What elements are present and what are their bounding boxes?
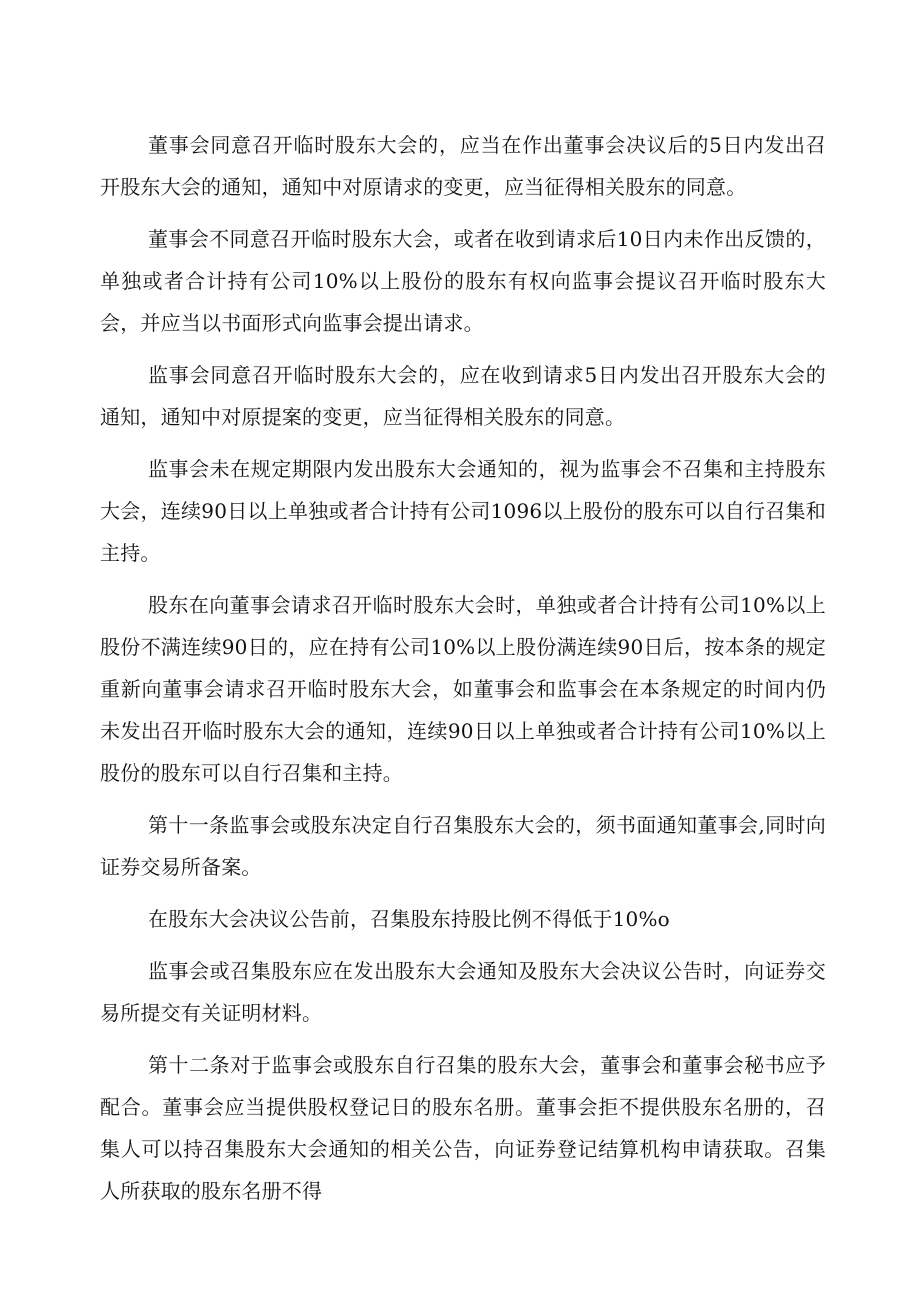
paragraph-1: 董事会同意召开临时股东大会的，应当在作出董事会决议后的5日内发出召开股东大会的通知，通知中对原请求的变更，应当征得相关股东的同意。 (100, 133, 826, 199)
paragraph-6: 第十一条监事会或股东决定自行召集股东大会的，须书面通知董事会,同时向证券交易所备案。 (100, 813, 826, 879)
paragraph-9: 第十二条对于监事会或股东自行召集的股东大会，董事会和董事会秘书应予配合。董事会应当提供股权登记日的股东名册。董事会拒不提供股东名册的，召集人可以持召集股东大会通知的相关公告，向证券登记结算机构申请获取。召集人所获取的股东名册不得 (100, 1053, 826, 1203)
paragraph-8: 监事会或召集股东应在发出股东大会通知及股东大会决议公告时，向证券交易所提交有关证明材料。 (100, 959, 826, 1025)
paragraph-4: 监事会未在规定期限内发出股东大会通知的，视为监事会不召集和主持股东大会，连续90日以上单独或者合计持有公司1096以上股份的股东可以自行召集和主持。 (100, 457, 826, 565)
paragraph-5: 股东在向董事会请求召开临时股东大会时，单独或者合计持有公司10%以上股份不满连续90日的，应在持有公司10%以上股份满连续90日后，按本条的规定重新向董事会请求召开临时股东大会，如董事会和监事会在本条规定的时间内仍未发出召开临时股东大会的通知，连续90日以上单独或者合计持有公司10%以上股份的股东可以自行召集和主持。 (100, 593, 826, 785)
paragraph-3: 监事会同意召开临时股东大会的，应在收到请求5日内发出召开股东大会的通知，通知中对原提案的变更，应当征得相关股东的同意。 (100, 363, 826, 429)
paragraph-7: 在股东大会决议公告前，召集股东持股比例不得低于10%o (148, 907, 670, 931)
paragraph-2: 董事会不同意召开临时股东大会，或者在收到请求后10日内未作出反馈的，单独或者合计持有公司10%以上股份的股东有权向监事会提议召开临时股东大会，并应当以书面形式向监事会提出请求。 (100, 227, 826, 335)
